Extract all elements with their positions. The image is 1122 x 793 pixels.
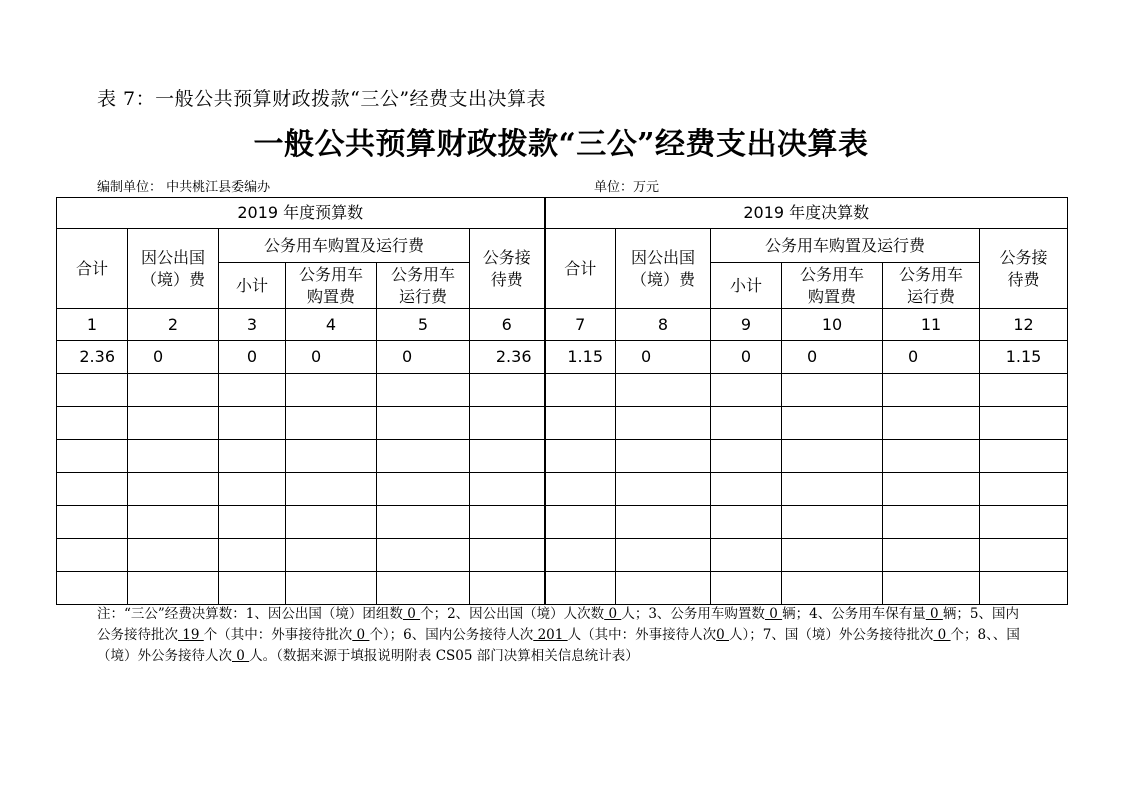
table-row	[57, 440, 1068, 473]
table-row	[57, 407, 1068, 440]
expense-table	[56, 197, 1068, 605]
header-car-buy: 公务用车购置费	[286, 263, 377, 309]
cell-value: 0	[883, 341, 980, 374]
cell-value: 1.15	[980, 341, 1068, 374]
column-number: 11	[883, 309, 980, 341]
header-car-run: 公务用车运行费	[377, 263, 470, 309]
cell-value: 0	[219, 341, 286, 374]
header-reception: 公务接待费	[980, 229, 1068, 309]
header-car-group: 公务用车购置及运行费	[711, 229, 980, 263]
column-number: 4	[286, 309, 377, 341]
column-number: 1	[57, 309, 128, 341]
table-row	[57, 539, 1068, 572]
header-final-group: 2019 年度决算数	[545, 198, 1068, 229]
column-number: 8	[616, 309, 711, 341]
compiling-unit: 编制单位： 中共桃江县委编办	[97, 180, 271, 195]
cell-value: 0	[616, 341, 711, 374]
header-reception: 公务接待费	[470, 229, 545, 309]
header-car-group: 公务用车购置及运行费	[219, 229, 470, 263]
column-number: 9	[711, 309, 782, 341]
column-number: 5	[377, 309, 470, 341]
header-total: 合计	[57, 229, 128, 309]
cell-value: 1.15	[545, 341, 616, 374]
table-row	[57, 572, 1068, 605]
cell-value: 2.36	[470, 341, 545, 374]
cell-value: 0	[128, 341, 219, 374]
header-car-buy: 公务用车购置费	[782, 263, 883, 309]
table-row	[57, 374, 1068, 407]
header-total: 合计	[545, 229, 616, 309]
header-budget-group: 2019 年度预算数	[57, 198, 545, 229]
header-car-run: 公务用车运行费	[883, 263, 980, 309]
currency-unit: 单位：万元	[594, 180, 660, 195]
cell-value: 0	[286, 341, 377, 374]
cell-value: 0	[711, 341, 782, 374]
table-row	[57, 473, 1068, 506]
header-subtotal: 小计	[711, 263, 782, 309]
column-number: 6	[470, 309, 545, 341]
header-abroad: 因公出国（境）费	[616, 229, 711, 309]
table-row	[57, 341, 1068, 374]
header-abroad: 因公出国（境）费	[128, 229, 219, 309]
cell-value: 0	[377, 341, 470, 374]
column-number: 12	[980, 309, 1068, 341]
header-subtotal: 小计	[219, 263, 286, 309]
cell-value: 0	[782, 341, 883, 374]
table-label: 表 7：一般公共预算财政拨款“三公”经费支出决算表	[97, 88, 547, 110]
cell-value: 2.36	[57, 341, 128, 374]
column-number: 2	[128, 309, 219, 341]
table-footnote: 注：“三公”经费决算数：1、因公出国（境）团组数 0 个；2、因公出国（境）人次数 0 人；3、公务用车购置数 0 辆；4、公务用车保有量 0 辆；5、国内公务接待批次 19 个（其中：外事接待批次 0 个）；6、国内公务接待人次 201 人（其中：外事接待人次0 人）；7、国（境）外公务接待批次 0 个；8、、国（境）外公务接待人次 0 人。（数据来源于填报说明附表 CS05 部门决算相关信息统计表）	[97, 606, 1020, 664]
column-number: 7	[545, 309, 616, 341]
page-title: 一般公共预算财政拨款“三公”经费支出决算表	[253, 127, 869, 162]
table-row	[57, 506, 1068, 539]
column-number: 10	[782, 309, 883, 341]
column-number: 3	[219, 309, 286, 341]
